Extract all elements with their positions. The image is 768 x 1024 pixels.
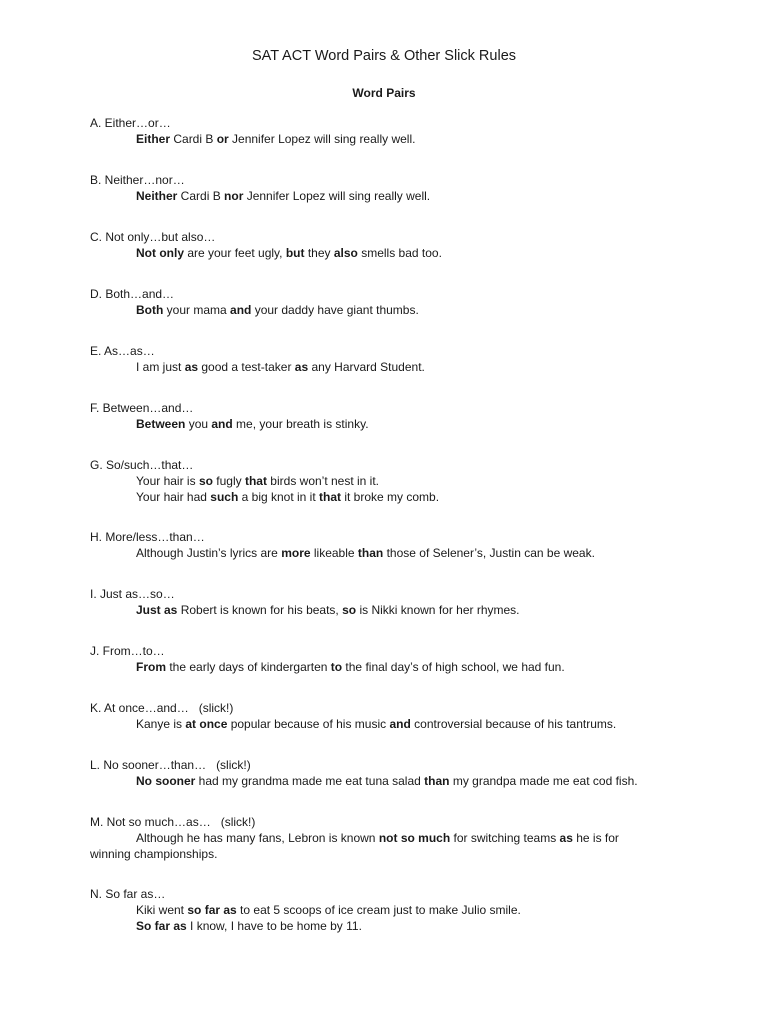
keyword-text: that <box>244 473 267 488</box>
word-pair-heading: A. Either…or… <box>90 116 171 130</box>
sentence-text: Jennifer Lopez will sing really well. <box>228 131 416 146</box>
word-pair-heading: C. Not only…but also… <box>90 230 216 244</box>
keyword-text: than <box>424 773 450 788</box>
keyword-text: so <box>198 473 213 488</box>
word-pair-heading: K. At once…and… (slick!) <box>90 701 234 715</box>
example-sentence <box>90 903 710 919</box>
sentence-text: my grandpa made me eat cod fish. <box>449 773 638 788</box>
word-pair-entry <box>90 287 710 319</box>
keyword-text: nor <box>224 188 244 203</box>
sentence-text: they <box>304 245 334 260</box>
sentence-text: Although Justin’s lyrics are <box>136 545 282 560</box>
sentence-text: Jennifer Lopez will sing really well. <box>243 188 431 203</box>
word-pair-entry <box>90 230 710 262</box>
sentence-text: Robert is known for his beats, <box>177 602 343 617</box>
example-sentence <box>90 490 710 506</box>
sentence-text: a big knot in it <box>238 489 320 504</box>
word-pair-entry <box>90 587 710 619</box>
keyword-text: From <box>136 659 166 674</box>
sentence-text: any Harvard Student. <box>308 359 425 374</box>
word-pair-heading: G. So/such…that… <box>90 458 194 472</box>
sentence-text: good a test-taker <box>198 359 295 374</box>
sentence-text: is Nikki known for her rhymes. <box>356 602 520 617</box>
word-pair-entry <box>90 401 710 433</box>
sentence-text: Cardi B <box>177 188 225 203</box>
keyword-text: as <box>184 359 199 374</box>
sentence-text: your mama <box>163 302 231 317</box>
sentence-text: to eat 5 scoops of ice cream just to make Julio smile. <box>236 902 521 917</box>
keyword-text: so <box>342 602 357 617</box>
word-pair-entry <box>90 344 710 376</box>
document-title: SAT ACT Word Pairs & Other Slick Rules <box>251 48 517 64</box>
example-sentence-continuation: winning championships. <box>90 846 218 861</box>
section-heading: Word Pairs <box>352 86 416 100</box>
keyword-text: as <box>294 359 309 374</box>
word-pair-heading: N. So far as… <box>90 887 166 901</box>
sentence-text: controversial because of his tantrums. <box>410 716 617 731</box>
keyword-text: Just as <box>136 602 178 617</box>
keyword-text: or <box>216 131 229 146</box>
sentence-text: birds won’t nest in it. <box>266 473 380 488</box>
word-pair-entry <box>90 644 710 676</box>
word-pair-entry <box>90 887 710 934</box>
sentence-text: he is for <box>572 830 619 845</box>
sentence-text: Although he has many fans, Lebron is known <box>136 830 379 845</box>
example-sentence <box>90 132 710 148</box>
sentence-text: Your hair had <box>136 489 211 504</box>
word-pair-entry <box>90 758 710 790</box>
keyword-text: and <box>211 416 233 431</box>
sentence-text: me, your breath is stinky. <box>232 416 369 431</box>
sentence-text: you <box>185 416 212 431</box>
word-pair-heading: D. Both…and… <box>90 287 175 301</box>
example-sentence <box>90 717 710 733</box>
keyword-text: and <box>230 302 252 317</box>
keyword-text: and <box>389 716 411 731</box>
sentence-text: for switching teams <box>450 830 560 845</box>
keyword-text: more <box>281 545 311 560</box>
word-pair-heading: F. Between…and… <box>90 401 194 415</box>
keyword-text: to <box>330 659 343 674</box>
sentence-text: your daddy have giant thumbs. <box>251 302 419 317</box>
example-sentence <box>90 474 710 490</box>
word-pair-heading: J. From…to… <box>90 644 165 658</box>
sentence-text: had my grandma made me eat tuna salad <box>195 773 425 788</box>
sentence-text: the final day’s of high school, we had fun. <box>342 659 565 674</box>
sentence-text: are your feet ugly, <box>184 245 286 260</box>
word-pair-heading: H. More/less…than… <box>90 530 205 544</box>
word-pair-heading: E. As…as… <box>90 344 155 358</box>
word-pair-entry <box>90 530 710 562</box>
keyword-text: as <box>559 830 573 845</box>
word-pair-entry <box>90 173 710 205</box>
example-sentence <box>90 546 710 562</box>
word-pair-heading: M. Not so much…as… (slick!) <box>90 815 256 829</box>
sentence-text: likeable <box>310 545 358 560</box>
keyword-text: so far as <box>187 902 237 917</box>
word-pair-entry <box>90 116 710 148</box>
keyword-text: Neither <box>136 188 178 203</box>
sentence-text: I know, I have to be home by 11. <box>186 918 362 933</box>
sentence-text: Kanye is <box>136 716 186 731</box>
keyword-text: but <box>285 245 305 260</box>
keyword-text: that <box>319 489 342 504</box>
keyword-text: at once <box>185 716 228 731</box>
sentence-text: fugly <box>212 473 245 488</box>
example-sentence <box>90 774 710 790</box>
word-pair-heading: B. Neither…nor… <box>90 173 185 187</box>
keyword-text: Not only <box>136 245 184 260</box>
word-pair-entry <box>90 701 710 733</box>
example-sentence <box>90 831 710 847</box>
sentence-text: it broke my comb. <box>341 489 440 504</box>
sentence-text: smells bad too. <box>357 245 442 260</box>
keyword-text: also <box>333 245 358 260</box>
keyword-text: Either <box>136 131 171 146</box>
word-pair-entry <box>90 815 710 862</box>
sentence-text: those of Selener’s, Justin can be weak. <box>383 545 595 560</box>
keyword-text: such <box>210 489 239 504</box>
keyword-text: Both <box>136 302 164 317</box>
word-pair-entry <box>90 458 710 505</box>
sentence-text: I am just <box>136 359 185 374</box>
sentence-text: Kiki went <box>136 902 188 917</box>
sentence-text: popular because of his music <box>227 716 390 731</box>
keyword-text: Between <box>136 416 186 431</box>
keyword-text: No sooner <box>136 773 196 788</box>
word-pair-heading: I. Just as…so… <box>90 587 175 601</box>
word-pair-heading: L. No sooner…than… (slick!) <box>90 758 251 772</box>
keyword-text: not so much <box>378 830 451 845</box>
example-sentence <box>90 660 710 676</box>
example-sentence <box>90 360 710 376</box>
example-sentence <box>90 919 710 935</box>
example-sentence <box>90 189 710 205</box>
example-sentence <box>90 246 710 262</box>
example-sentence <box>90 417 710 433</box>
sentence-text: Cardi B <box>170 131 217 146</box>
keyword-text: So far as <box>136 918 187 933</box>
example-sentence <box>90 603 710 619</box>
keyword-text: than <box>357 545 384 560</box>
sentence-text: Your hair is <box>136 473 199 488</box>
example-sentence <box>90 303 710 319</box>
sentence-text: the early days of kindergarten <box>166 659 331 674</box>
